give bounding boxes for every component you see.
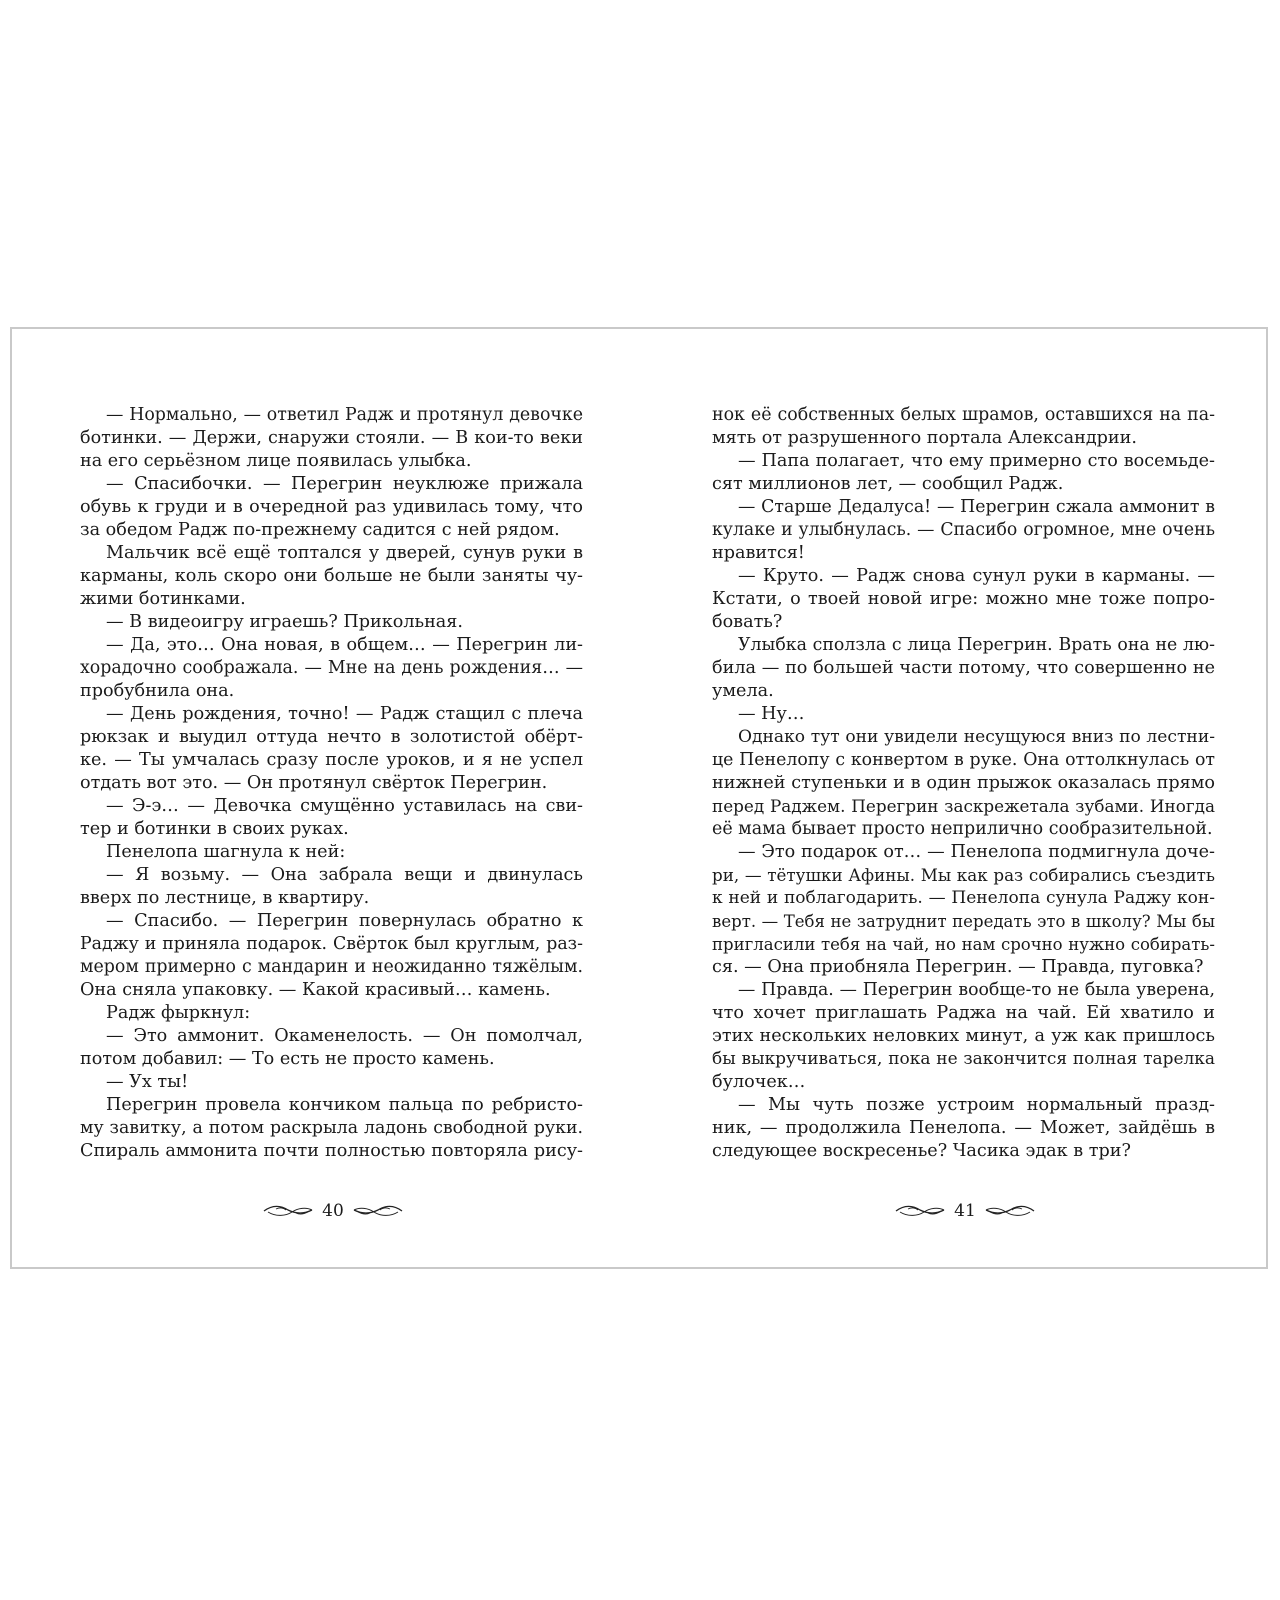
text-line: ке. — Ты умчалась сразу после уроков, и я не успел	[80, 750, 583, 770]
text-line: к ней и поблагодарить. — Пенелопа сунула Раджу кон-	[712, 888, 1215, 908]
text-line: це Пенелопу с конвертом в руке. Она оттолкнулась от	[712, 750, 1215, 770]
text-line: — Ну…	[738, 704, 805, 724]
ornament-right-icon	[352, 1203, 404, 1219]
text-line: — Круто. — Радж снова сунул руки в карманы. —	[738, 566, 1215, 586]
text-line: — Мы чуть позже устроим нормальный празд-	[738, 1095, 1215, 1115]
text-line: — Это подарок от… — Пенелопа подмигнула доче-	[738, 842, 1215, 862]
text-line: потом добавил: — То есть не просто камень.	[80, 1049, 495, 1069]
text-line: булочек…	[712, 1072, 806, 1092]
page-number: 40	[322, 1201, 344, 1221]
text-line: Мальчик всё ещё топтался у дверей, сунув руки в	[106, 543, 583, 563]
text-line: бовать?	[712, 612, 783, 632]
text-line: ся. — Она приобняла Перегрин. — Правда, пуговка?	[712, 957, 1204, 977]
text-line: Радж фыркнул:	[106, 1003, 251, 1023]
text-line: перед Раджем. Перегрин заскрежетала зубами. Иногда	[712, 796, 1215, 816]
left-page	[80, 404, 583, 1163]
text-line: — Спасибо. — Перегрин повернулась обратно к	[106, 911, 583, 931]
text-line: пробубнила она.	[80, 681, 235, 701]
text-line: карманы, коль скоро они больше не были заняты чу-	[80, 566, 583, 586]
page-number: 41	[954, 1201, 976, 1221]
left-page-folio	[248, 1198, 418, 1224]
text-line: тер и ботинки в своих руках.	[80, 819, 349, 839]
text-line: ник, — продолжила Пенелопа. — Может, зайдёшь в	[712, 1118, 1215, 1138]
text-line: нок её собственных белых шрамов, оставшихся на па-	[712, 405, 1215, 425]
text-line: умела.	[712, 681, 774, 701]
book-spread	[10, 327, 1268, 1269]
text-line: му завитку, а потом раскрыла ладонь свободной руки.	[80, 1118, 583, 1138]
text-line: била — по большей части потому, что совершенно не	[712, 658, 1215, 678]
text-line: её мама бывает просто неприлично сообразительной.	[712, 819, 1213, 839]
text-line: — Нормально, — ответил Радж и протянул девочке	[106, 405, 583, 425]
text-line: сят миллионов лет, — сообщил Радж.	[712, 474, 1064, 494]
text-line: верт. — Тебя не затруднит передать это в школу? Мы бы	[712, 912, 1215, 931]
text-line: Улыбка сползла с лица Перегрин. Врать она не лю-	[738, 635, 1215, 655]
text-line: что хочет приглашать Раджа на чай. Ей хватило и	[712, 1003, 1215, 1023]
text-line: Спираль аммонита почти полностью повторяла рису-	[80, 1141, 583, 1161]
text-line: Раджу и приняла подарок. Свёрток был круглым, раз-	[80, 934, 583, 954]
text-line: нравится!	[712, 543, 805, 563]
text-line: этих нескольких неловких минут, а уж как пришлось	[712, 1026, 1215, 1046]
ornament-left-icon	[262, 1203, 314, 1219]
text-line: на его серьёзном лице появилась улыбка.	[80, 451, 472, 471]
text-line: — День рождения, точно! — Радж стащил с плеча	[106, 704, 583, 724]
text-line: — Правда. — Перегрин вообще-то не была уверена,	[738, 980, 1215, 1000]
text-line: — Ух ты!	[106, 1072, 189, 1092]
ornament-left-icon	[894, 1203, 946, 1219]
text-line: ботинки. — Держи, снаружи стояли. — В кои-то веки	[80, 428, 583, 448]
text-line: Она сняла упаковку. — Какой красивый… камень.	[80, 980, 551, 1000]
text-line: жими ботинками.	[80, 589, 246, 609]
text-line: — Старше Дедалуса! — Перегрин сжала аммонит в	[738, 497, 1215, 517]
text-line: Перегрин провела кончиком пальца по ребристо-	[106, 1095, 583, 1115]
text-line: — Э-э… — Девочка смущённо уставилась на сви-	[106, 796, 583, 816]
text-line: за обедом Радж по-прежнему садится с ней рядом.	[80, 520, 560, 540]
text-line: — Папа полагает, что ему примерно сто восемьде-	[738, 451, 1215, 471]
text-line: — Спасибочки. — Перегрин неуклюже прижала	[106, 474, 583, 494]
text-line: хорадочно соображала. — Мне на день рождения… —	[80, 658, 583, 678]
text-line: нижней ступеньки и в один прыжок оказалась прямо	[712, 773, 1215, 793]
text-line: — Да, это… Она новая, в общем… — Перегрин ли-	[106, 635, 583, 655]
text-line: отдать вот это. — Он протянул свёрток Перегрин.	[80, 773, 548, 793]
right-page-folio	[880, 1198, 1050, 1224]
text-line: ри, — тётушки Афины. Мы как раз собирались съездить	[712, 865, 1215, 885]
text-line: мять от разрушенного портала Александрии.	[712, 428, 1137, 448]
text-line: — Я возьму. — Она забрала вещи и двинулась	[106, 865, 583, 885]
text-line: вверх по лестнице, в квартиру.	[80, 888, 370, 908]
text-line: следующее воскресенье? Часика эдак в три?	[712, 1141, 1131, 1161]
ornament-right-icon	[984, 1203, 1036, 1219]
text-line: Однако тут они увидели несущуюся вниз по лестни-	[738, 727, 1215, 747]
text-line: Кстати, о твоей новой игре: можно мне тоже попро-	[712, 589, 1215, 609]
text-line: — Это аммонит. Окаменелость. — Он помолчал,	[106, 1026, 583, 1046]
text-line: — В видеоигру играешь? Прикольная.	[106, 612, 463, 632]
text-line: пригласили тебя на чай, но нам срочно нужно собирать-	[712, 935, 1215, 954]
text-line: кулаке и улыбнулась. — Спасибо огромное, мне очень	[712, 520, 1215, 540]
right-page	[712, 404, 1215, 1163]
text-line: рюкзак и выудил оттуда нечто в золотистой обёрт-	[80, 727, 583, 747]
text-line: обувь к груди и в очередной раз удивилась тому, что	[80, 497, 583, 517]
text-line: бы выкручиваться, пока не закончится полная тарелка	[712, 1049, 1215, 1069]
text-line: Пенелопа шагнула к ней:	[106, 842, 346, 862]
text-line: мером примерно с мандарин и неожиданно тяжёлым.	[80, 957, 583, 977]
